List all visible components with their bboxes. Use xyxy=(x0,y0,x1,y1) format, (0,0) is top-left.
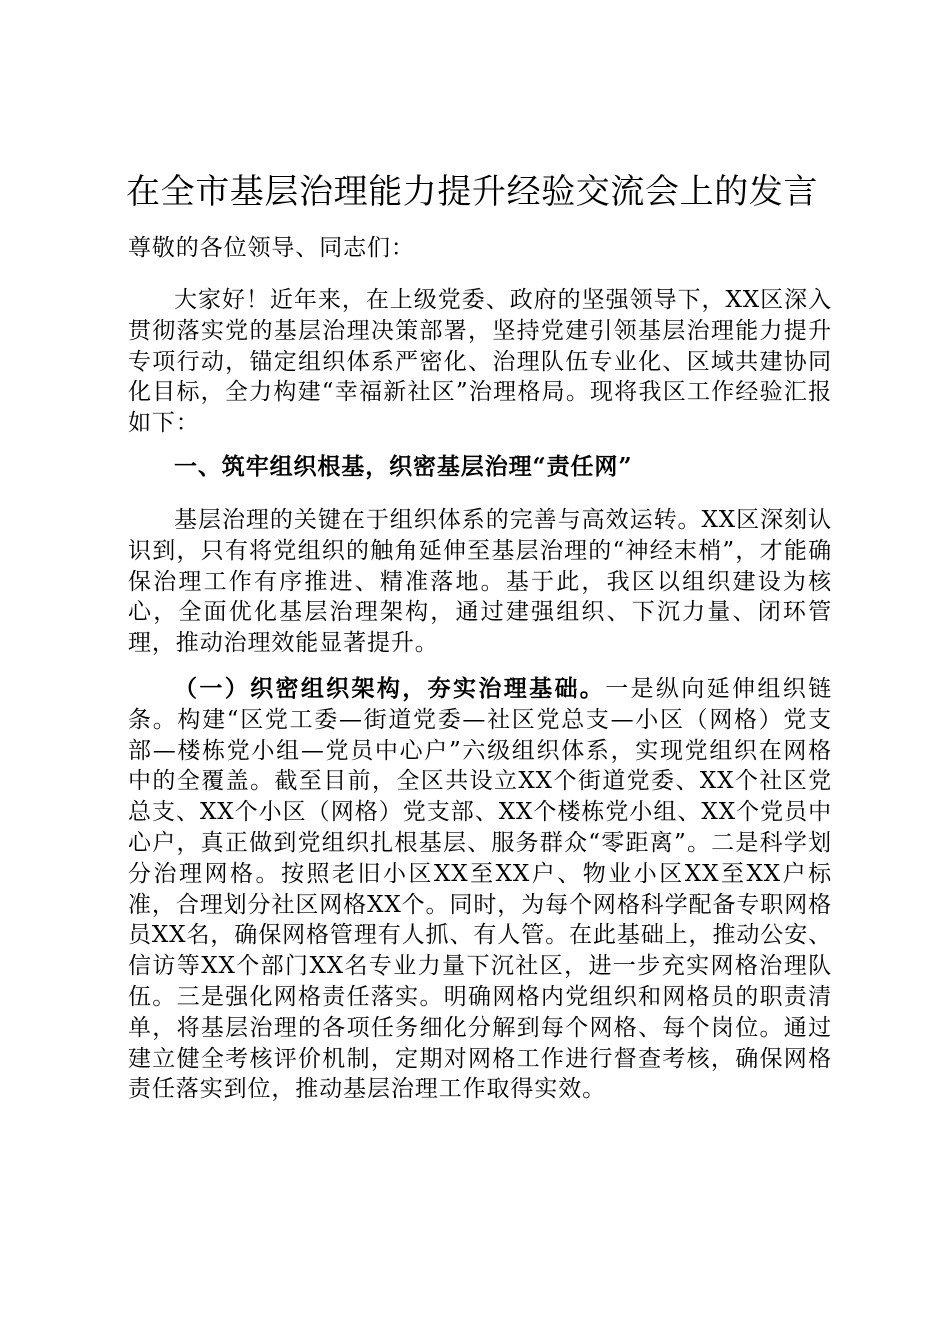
document-title: 在全市基层治理能力提升经验交流会上的发言 xyxy=(126,172,818,212)
section-1-paragraph: 基层治理的关键在于组织体系的完善与高效运转。XX区深刻认识到，只有将党组织的触角延伸至基层治理的“神经末梢”，才能确保治理工作有序推进、精准落地。基于此，我区以组织建设为核心，全面优化基层治理架构，通过建强组织、下沉力量、闭环管理，推动治理效能显著提升。 xyxy=(128,507,832,657)
section-1-heading: 一、筑牢组织根基，织密基层治理“责任网” xyxy=(174,453,633,480)
subsection-1-paragraph xyxy=(128,674,832,1105)
subsection-1-body: 一是纵向延伸组织链条。构建“区党工委—街道党委—社区党总支—小区（网格）党支部—楼栋党小组—党员中心户”六级组织体系，实现党组织在网格中的全覆盖。截至目前，全区共设立XX个街道党委、XX个社区党总支、XX个小区（网格）党支部、XX个楼栋党小组、XX个党员中心户，真正做到党组织扎根基层、服务群众“零距离”。二是科学划分治理网格。按照老旧小区XX至XX户、物业小区XX至XX户标准，合理划分社区网格XX个。同时，为每个网格科学配备专职网格员XX名，确保网格管理有人抓、有人管。在此基础上，推动公安、信访等XX个部门XX名专业力量下沉社区，进一步充实网格治理队伍。三是强化网格责任落实。明确网格内党组织和网格员的职责清单，将基层治理的各项任务细化分解到每个网格、每个岗位。通过建立健全考核评价机制，定期对网格工作进行督查考核，确保网格责任落实到位，推动基层治理工作取得实效。 xyxy=(128,676,832,1103)
intro-paragraph: 大家好！近年来，在上级党委、政府的坚强领导下，XX区深入贯彻落实党的基层治理决策部署，坚持党建引领基层治理能力提升专项行动，锚定组织体系严密化、治理队伍专业化、区域共建协同化目标，全力构建“幸福新社区”治理格局。现将我区工作经验汇报如下： xyxy=(128,287,832,437)
subsection-1-lead: （一）织密组织架构，夯实治理基础。 xyxy=(174,675,606,702)
salutation: 尊敬的各位领导、同志们： xyxy=(128,235,415,261)
